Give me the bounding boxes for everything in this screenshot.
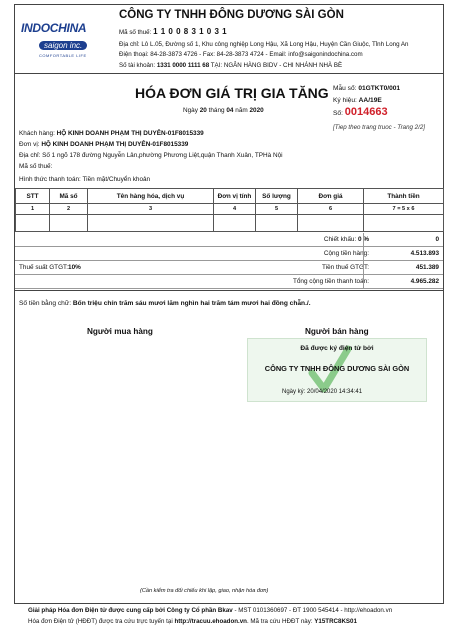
signed-by-label: Đã được ký điện tử bởi [300,345,374,352]
invoice-symbol [333,97,382,104]
table-cell [50,215,88,232]
num-1: 1 [16,204,50,215]
words-value: Bốn triệu chín trăm sáu mươi lăm nghìn hai trăm tám mươi hai đồng chẵn./. [72,300,311,307]
date-day: 20 [199,107,207,114]
footer-lookup-text: Hóa đơn Điện tử (HĐĐT) được tra cứu trực tuyến tại [28,618,173,625]
signed-date-value: 20/04/2020 14:34:41 [307,389,363,395]
items-table [15,188,444,232]
footer-lookup-code: Y15TRC8KS01 [314,618,357,625]
customer-label: Khách hàng: [19,130,55,137]
number-label: Số: [333,110,343,117]
signer-name: CÔNG TY TNHH ĐÔNG DƯƠNG SÀI GÒN [264,364,410,373]
subtotal-label: Cộng tiền hàng: [323,250,369,257]
page-continuation: [Tiep theo trang truoc - Trang 2/2] [333,124,426,131]
total-value: 4.965.282 [410,278,439,285]
num-4: 4 [214,204,256,215]
footer-line-1 [28,607,392,614]
num-5: 5 [256,204,298,215]
seller-tax-line [119,27,227,36]
symbol-value: AA/19E [358,97,382,104]
table-cell [256,215,298,232]
date-month: 04 [226,107,234,114]
words-label: Số tiền bằng chữ: [19,300,72,307]
vat-row [15,261,443,275]
discount-label: Chiết khấu: [323,236,357,243]
table-row [16,215,444,232]
col-unit: Đơn vị tính [214,189,256,204]
date-year-label: năm [235,107,248,114]
footer-provider-info: - MST 0101360697 - ĐT 1900 545414 - http://ehoadon.vn [234,607,393,614]
table-cell [364,215,444,232]
summary-divider [363,233,364,289]
buyer-address: Địa chỉ: Số 1 ngõ 178 đường Nguyễn Lân,phường Phương Liệt,quận Thanh Xuân, TPHà Nội [19,152,283,159]
customer-name: HỘ KINH DOANH PHẠM THỊ DUYÊN-01F8015339 [56,130,204,137]
table-cell [214,215,256,232]
seller-address: Địa chỉ: Lô L.05, Đường số 1, Khu công nghiệp Long Hậu, Xã Long Hậu, Huyện Cần Giuộc, Tỉnh Long An [119,41,409,48]
amount-in-words [19,300,311,307]
vat-rate: 10% [68,264,81,271]
seller-account: 1331 0000 1111 68 [156,62,210,69]
footer-line-2 [28,618,357,625]
vat-rate-group [19,264,81,271]
seller-tax-label: Mã số thuế: [119,29,152,36]
col-amount: Thành tiền [364,189,444,204]
col-code: Mã số [50,189,88,204]
discount-row [15,233,443,247]
number-value: 0014663 [344,106,388,118]
invoice-title: HÓA ĐƠN GIÁ TRỊ GIA TĂNG [135,85,329,101]
date-year: 2020 [249,107,264,114]
invoice-number [333,106,388,118]
header-divider [15,73,443,74]
seller-account-label: Số tài khoản: [119,62,156,69]
signed-date [282,389,362,395]
table-cell [16,215,50,232]
date-prefix: Ngày [183,107,198,114]
company-name: CÔNG TY TNHH ĐÔNG DƯƠNG SÀI GÒN [119,9,344,21]
vat-rate-label: Thuế suất GTGT: [19,264,69,271]
col-price: Đơn giá [298,189,364,204]
total-label: Tổng cộng tiền thanh toán: [292,278,369,285]
num-6: 6 [298,204,364,215]
unit-line [19,141,188,148]
col-name: Tên hàng hóa, dịch vụ [88,189,214,204]
table-cell [88,215,214,232]
num-7: 7 = 5 x 6 [364,204,444,215]
seller-bank: TẠI: NGÂN HÀNG BIDV - CHI NHÁNH NHÀ BÈ [210,62,343,69]
seller-tax-code: 1 1 0 0 8 3 1 0 3 1 [153,27,228,36]
num-2: 2 [50,204,88,215]
signed-date-label: Ngày ký: [282,389,306,395]
buyer-tax-code: Mã số thuế: [19,163,53,170]
form-number [333,85,400,92]
payment-method: Hình thức thanh toán: Tiền mặt/Chuyển khoản [19,176,151,183]
logo-brand: INDOCHINA [21,21,87,35]
footer-solution: Giải pháp Hóa đơn Điện tử được cung cấp bởi [28,607,165,614]
unit-name: HỘ KINH DOANH PHẠM THỊ DUYÊN-01F8015339 [41,141,189,148]
discount-value: 0 [435,236,439,243]
company-logo [21,21,117,61]
total-row [15,275,443,289]
col-stt: STT [16,189,50,204]
subtotal-value: 4.513.893 [410,250,439,257]
num-3: 3 [88,204,214,215]
seller-signature-title: Người bán hàng [305,327,369,336]
subtotal-row [15,247,443,261]
footer-provider: Công ty Cổ phần Bkav [166,607,233,614]
invoice-page [14,4,444,604]
customer-line [19,130,204,137]
date-month-label: tháng [208,107,225,114]
table-number-row [16,204,444,215]
col-qty: Số lượng [256,189,298,204]
discount-pct: 0 % [357,236,369,243]
buyer-signature-title: Người mua hàng [87,327,153,336]
vat-value: 451.389 [415,264,439,271]
footer-code-label: . Mã tra cứu HĐĐT này: [246,618,313,625]
invoice-date [183,107,264,114]
form-value: 01GTKT0/001 [358,85,401,92]
logo-sub: saigon inc. [39,41,87,50]
unit-label: Đơn vị: [19,141,40,148]
logo-tagline: COMFORTABLE LIFE [39,53,87,58]
table-header-row [16,189,444,204]
footer-lookup-link[interactable]: http://tracuu.ehoadon.vn [174,618,247,625]
symbol-label: Ký hiệu: [333,97,357,104]
seller-account-line [119,62,342,69]
vat-label: Tiền thuế GTGT: [322,264,369,271]
verification-note: (Cần kiểm tra đối chiếu khi lập, giao, nhận hóa đơn) [140,588,269,594]
form-label: Mẫu số: [333,85,357,92]
table-cell [298,215,364,232]
digital-signature-box [247,338,427,402]
summary-bottom-divider [15,290,443,291]
seller-contact: Điện thoại: 84-28-3873 4726 - Fax: 84-28-3873 4724 - Email: info@saigonindochina.com [119,51,363,58]
